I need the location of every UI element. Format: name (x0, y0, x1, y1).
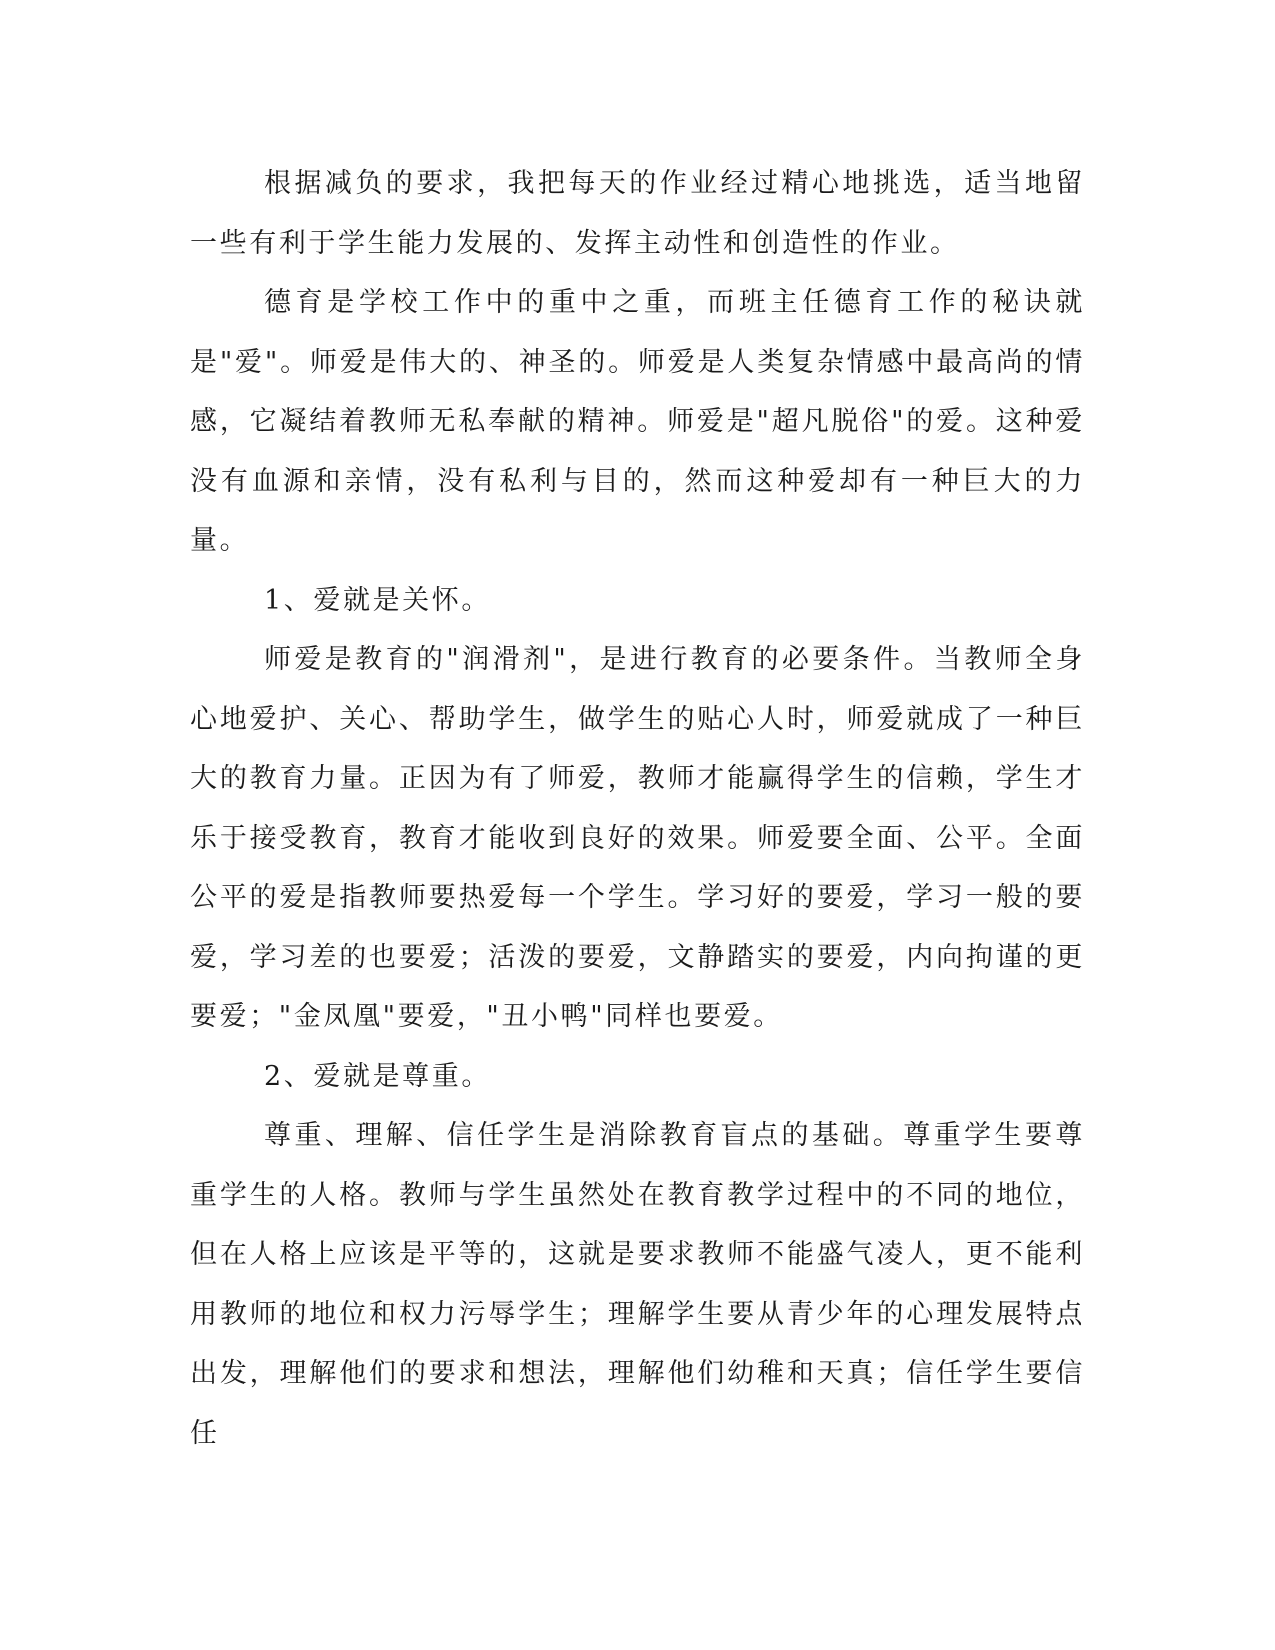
paragraph-homework: 根据减负的要求，我把每天的作业经过精心地挑选，适当地留一些有利于学生能力发展的、发挥主动性和创造性的作业。 (190, 168, 1085, 259)
paragraph-teacher-love: 师爱是教育的"润滑剂"，是进行教育的必要条件。当教师全身心地爱护、关心、帮助学生，做学生的贴心人时，师爱就成了一种巨大的教育力量。正因为有了师爱，教师才能赢得学生的信赖，学生才乐于接受教育，教育才能收到良好的效果。师爱要全面、公平。全面公平的爱是指教师要热爱每一个学生。学习好的要爱，学习一般的要爱，学习差的也要爱；活泼的要爱，文静踏实的要爱，内向拘谨的更要爱；"金凤凰"要爱，"丑小鸭"同样也要爱。 (190, 644, 1085, 1032)
paragraph-respect-students: 尊重、理解、信任学生是消除教育盲点的基础。尊重学生要尊重学生的人格。教师与学生虽然处在教育教学过程中的不同的地位，但在人格上应该是平等的，这就是要求教师不能盛气凌人，更不能利用教师的地位和权力污辱学生；理解学生要从青少年的心理发展特点出发，理解他们的要求和想法，理解他们幼稚和天真；信任学生要信任 (190, 1120, 1085, 1449)
document-body (190, 154, 1085, 1463)
paragraph-moral-education: 德育是学校工作中的重中之重，而班主任德育工作的秘诀就是"爱"。师爱是伟大的、神圣的。师爱是人类复杂情感中最高尚的情感，它凝结着教师无私奉献的精神。师爱是"超凡脱俗"的爱。这种爱没有血源和亲情，没有私利与目的，然而这种爱却有一种巨大的力量。 (190, 287, 1085, 556)
heading-love-is-respect: 2、爱就是尊重。 (264, 1060, 491, 1092)
heading-love-is-care: 1、爱就是关怀。 (264, 584, 491, 616)
